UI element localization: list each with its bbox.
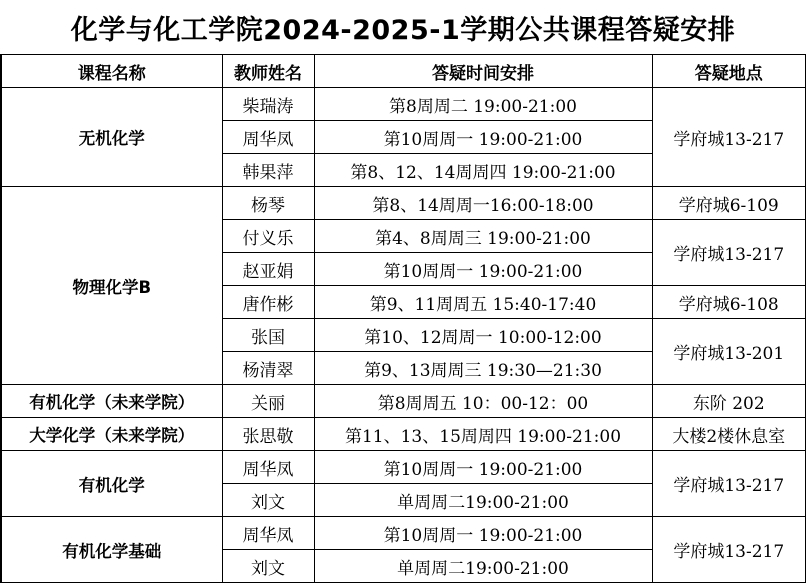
place-cell: 大楼2楼休息室 (652, 418, 806, 451)
table-row (1, 385, 806, 418)
teacher-cell: 赵亚娟 (222, 253, 314, 286)
teacher-cell: 杨清翠 (222, 352, 314, 385)
place-cell: 学府城13-217 (652, 451, 806, 517)
table-row (1, 88, 806, 121)
teacher-cell: 关丽 (222, 385, 314, 418)
teacher-cell: 张国 (222, 319, 314, 352)
teacher-cell: 周华凤 (222, 121, 314, 154)
time-cell: 第8、12、14周周四 19:00-21:00 (314, 154, 652, 187)
table-row (1, 187, 806, 220)
place-cell: 学府城13-217 (652, 220, 806, 286)
course-cell: 无机化学 (1, 88, 222, 187)
place-cell: 学府城13-201 (652, 319, 806, 385)
time-cell: 第10周周一 19:00-21:00 (314, 451, 652, 484)
teacher-cell: 唐作彬 (222, 286, 314, 319)
place-cell: 学府城13-217 (652, 517, 806, 583)
table-row (1, 418, 806, 451)
course-cell: 物理化学B (1, 187, 222, 385)
time-cell: 第4、8周周三 19:00-21:00 (314, 220, 652, 253)
time-cell: 第9、11周周五 15:40-17:40 (314, 286, 652, 319)
time-cell: 第10周周一 19:00-21:00 (314, 517, 652, 550)
teacher-cell: 张思敬 (222, 418, 314, 451)
header-row (1, 55, 806, 88)
place-cell: 学府城6-108 (652, 286, 806, 319)
time-cell: 第8周周二 19:00-21:00 (314, 88, 652, 121)
header-course: 课程名称 (1, 55, 222, 88)
teacher-cell: 周华凤 (222, 517, 314, 550)
schedule-table (0, 54, 806, 583)
time-cell: 第8周周五 10：00-12：00 (314, 385, 652, 418)
time-cell: 第10周周一 19:00-21:00 (314, 121, 652, 154)
time-cell: 第8、14周周一16:00-18:00 (314, 187, 652, 220)
page-title: 化学与化工学院2024-2025-1学期公共课程答疑安排 (70, 14, 736, 46)
teacher-cell: 周华凤 (222, 451, 314, 484)
teacher-cell: 杨琴 (222, 187, 314, 220)
course-cell: 有机化学基础 (1, 517, 222, 583)
teacher-cell: 柴瑞涛 (222, 88, 314, 121)
time-cell: 单周周二19:00-21:00 (314, 550, 652, 583)
teacher-cell: 刘文 (222, 550, 314, 583)
teacher-cell: 付义乐 (222, 220, 314, 253)
table-row (1, 517, 806, 550)
time-cell: 第11、13、15周周四 19:00-21:00 (314, 418, 652, 451)
course-cell: 有机化学 (1, 451, 222, 517)
course-cell: 有机化学（未来学院） (1, 385, 222, 418)
course-cell: 大学化学（未来学院） (1, 418, 222, 451)
teacher-cell: 刘文 (222, 484, 314, 517)
place-cell: 学府城13-217 (652, 88, 806, 187)
time-cell: 第10、12周周一 10:00-12:00 (314, 319, 652, 352)
teacher-cell: 韩果萍 (222, 154, 314, 187)
header-time: 答疑时间安排 (314, 55, 652, 88)
time-cell: 单周周二19:00-21:00 (314, 484, 652, 517)
time-cell: 第10周周一 19:00-21:00 (314, 253, 652, 286)
header-teacher: 教师姓名 (222, 55, 314, 88)
time-cell: 第9、13周周三 19:30—21:30 (314, 352, 652, 385)
table-row (1, 451, 806, 484)
place-cell: 东阶 202 (652, 385, 806, 418)
place-cell: 学府城6-109 (652, 187, 806, 220)
header-place: 答疑地点 (652, 55, 806, 88)
